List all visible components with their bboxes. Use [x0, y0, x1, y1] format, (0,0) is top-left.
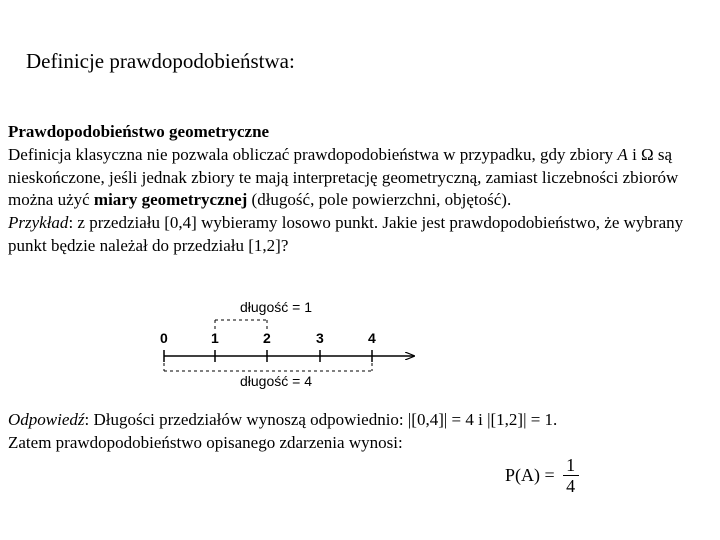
- fraction-numerator: 1: [566, 455, 576, 475]
- fraction: [563, 455, 579, 496]
- tick-label-0: 0: [160, 330, 168, 346]
- tick-label-1: 1: [211, 330, 219, 346]
- length-one-label: długość = 1: [240, 299, 312, 315]
- tick-label-2: 2: [263, 330, 271, 346]
- answer-label: Odpowiedź: [8, 410, 85, 429]
- probability-formula: [505, 455, 579, 496]
- tick-label-4: 4: [368, 330, 376, 346]
- number-line-diagram: [150, 293, 425, 393]
- answer-text-1: : Długości przedziałów wynoszą odpowiednio: |[0,4]| = 4 i |[1,2]| = 1.: [84, 410, 558, 429]
- definition-paragraph: [8, 144, 708, 212]
- section-body: [8, 121, 708, 258]
- tick-label-3: 3: [316, 330, 324, 346]
- formula-lhs: P(A) =: [505, 465, 555, 485]
- set-a-symbol: A: [617, 144, 628, 164]
- fraction-denominator: 4: [566, 476, 576, 496]
- length-four-label: długość = 4: [240, 373, 312, 389]
- example-paragraph: [8, 212, 708, 258]
- answer-block: [8, 409, 708, 455]
- example-label: Przykład: [8, 213, 69, 233]
- section-heading: Prawdopodobieństwo geometryczne: [8, 122, 270, 141]
- definition-text-a: Definicja klasyczna nie pozwala obliczać prawdopodobieństwa w przypadku, gdy zbiory: [8, 144, 618, 164]
- definition-text-c: (długość, pole powierzchni, objętość).: [247, 190, 512, 210]
- definition-text-b: i Ω są nieskończone, jeśli jednak zbiory te mają interpretację geometryczną, zamiast liczebności zbiorów można użyć: [8, 144, 679, 210]
- page-title: Definicje prawdopodobieństwa:: [26, 49, 295, 73]
- geometric-measure-term: miary geometrycznej: [93, 190, 248, 210]
- answer-line-1: [8, 409, 708, 432]
- answer-line-2: Zatem prawdopodobieństwo opisanego zdarzenia wynosi:: [8, 432, 403, 452]
- example-text: : z przedziału [0,4] wybieramy losowo punkt. Jakie jest prawdopodobieństwo, że wybrany punkt będzie należał do przedziału [1,2]?: [8, 213, 684, 255]
